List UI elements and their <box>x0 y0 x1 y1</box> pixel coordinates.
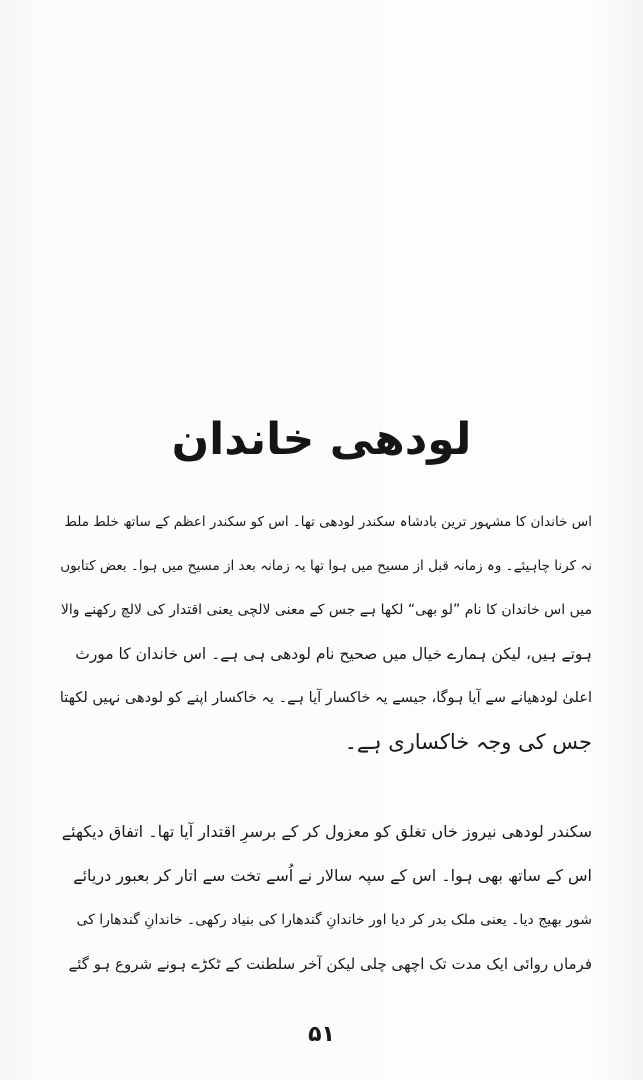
text-line: میں اس خاندان کا نام ”لو بھی“ لکھا ہے جس کے معنی لالچی یعنی اقتدار کی لالچ رکھنے والا <box>60 602 592 618</box>
page-number: ۵۱ <box>308 1022 335 1047</box>
text-line: شور بھیج دیا۔ یعنی ملک بدر کر دیا اور خاندانِ گندھارا کی بنیاد رکھی۔ خاندانِ گندھارا کی <box>76 912 592 928</box>
text-line: نہ کرنا چاہیئے۔ وہ زمانہ قبل از مسیح میں ہوا تھا یہ زمانہ بعد از مسیح میں ہوا۔ بعض کتابوں <box>60 558 592 574</box>
text-line: اس خاندان کا مشہور ترین بادشاہ سکندر لودھی تھا۔ اس کو سکندر اعظم کے ساتھ خلط ملط <box>64 514 592 530</box>
text-line: اعلیٰ لودھیانے سے آیا ہوگا، جیسے یہ خاکسار آیا ہے۔ یہ خاکسار اپنے کو لودھی نہیں لکھتا <box>60 690 592 706</box>
chapter-title: لودھی خاندان <box>171 414 472 465</box>
paragraph-2 <box>60 810 592 986</box>
text-line: ہوتے ہیں، لیکن ہمارے خیال میں صحیح نام لودھی ہی ہے۔ اس خاندان کا مورث <box>75 645 592 663</box>
text-line: سکندر لودھی نیروز خاں تغلق کو معزول کر کے برسرِ اقتدار آیا تھا۔ اتفاق دیکھئے <box>61 822 592 841</box>
text-line: اس کے ساتھ بھی ہوا۔ اس کے سپہ سالار نے اُسے تخت سے اتار کر بعبور دریائے <box>73 866 592 885</box>
text-line: جس کی وجہ خاکساری ہے۔ <box>344 730 592 754</box>
paragraph-1 <box>60 500 592 764</box>
text-line: فرماں روائی ایک مدت تک اچھی چلی لیکن آخر سلطنت کے ٹکڑے ہونے شروع ہو گئے <box>68 955 592 973</box>
